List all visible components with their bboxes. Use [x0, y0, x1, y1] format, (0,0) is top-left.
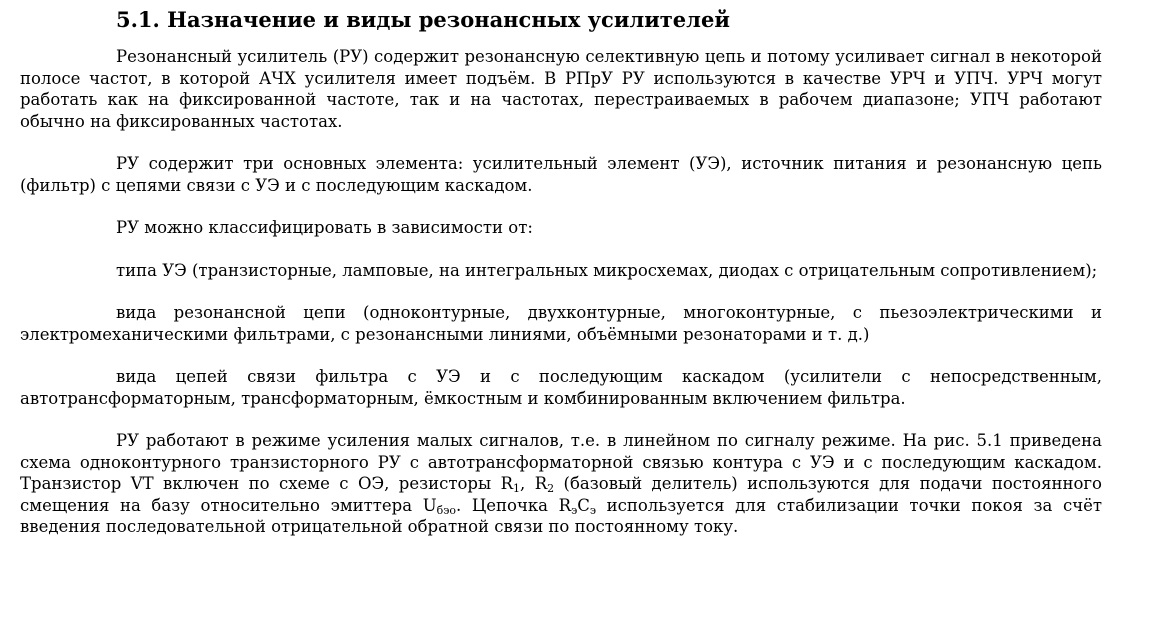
text-segment: . Цепочка: [456, 495, 559, 515]
symbol-r1: $R_1$: [500, 474, 520, 495]
symbol-ce: $C_э$: [577, 495, 597, 517]
paragraph-coupling: вида цепей связи фильтра с УЭ и с последующим каскадом (усилители с непосредственным, автотрансформаторным, трансформаторным, ёмкостным и комбинированным включением фильтра.: [20, 367, 1102, 408]
paragraph-elements: РУ содержит три основных элемента: усилительный элемент (УЭ), источник питания и резонансную цепь (фильтр) с цепями связи с УЭ и с последующим каскадом.: [20, 154, 1102, 195]
section-title: 5.1. Назначение и виды резонансных усилителей: [116, 7, 730, 32]
paragraph-type-ue: типа УЭ (транзисторные, ламповые, на интегральных микросхемах, диодах с отрицательным сопротивлением);: [116, 260, 1098, 280]
text-segment: используется для стабилизации точки покоя за счёт введения последовательной отрицательной обратной связи по постоянному току.: [20, 495, 1102, 536]
paragraph-resonant-circuit: вида резонансной цепи (одноконтурные, двухконтурные, многоконтурные, с пьезоэлектрическими и электромеханическими фильтрами, с резонансными линиями, объёмными резонаторами и т. д.): [20, 303, 1102, 344]
text-segment: (базовый делитель) используются для подачи постоянного смещения на базу относительно эмиттера: [20, 474, 1102, 515]
text-segment: РУ работают в режиме усиления малых сигналов, т.е. в линейном по сигналу режиме. На рис. 5.1 приведена схема одноконтурного транзисторного РУ с автотрансформаторной связью контура с УЭ и с последующим каскадом. Транзистор VT включен по схеме с ОЭ, резисторы: [20, 431, 1102, 493]
paragraph-small-signal: РУ работают в режиме усиления малых сигналов, т.е. в линейном по сигналу режиме. На рис. 5.1 приведена схема одноконтурного транзисторного РУ с автотрансформаторной связью контура с УЭ и с последующим каскадом. Транзистор VT включен по схеме с ОЭ, резисторы $R_1$, $R_2$ (базовый делитель) используются для подачи постоянного смещения на базу относительно эмиттера $U_{бэо}$. Цепочка $R_эC_э$ используется для стабилизации точки покоя за счёт введения последовательной отрицательной обратной связи по постоянному току.: [20, 431, 1102, 536]
symbol-u-beo: $U_{бэо}$: [422, 495, 457, 517]
symbol-r2: $R_2$: [534, 474, 555, 495]
paragraph-classification: РУ можно классифицировать в зависимости от:: [116, 218, 533, 237]
symbol-re: $R_э$: [558, 495, 578, 517]
paragraph-intro: Резонансный усилитель (РУ) содержит резонансную селективную цепь и потому усиливает сигнал в некоторой полосе частот, в которой АЧХ усилителя имеет подъём. В РПрУ РУ используются в качестве УРЧ и УПЧ. УРЧ могут работать как на фиксированной частоте, так и на частотах, перестраиваемых в рабочем диапазоне; УПЧ работают обычно на фиксированных частотах.: [20, 47, 1102, 131]
document-body: [20, 8, 1102, 538]
